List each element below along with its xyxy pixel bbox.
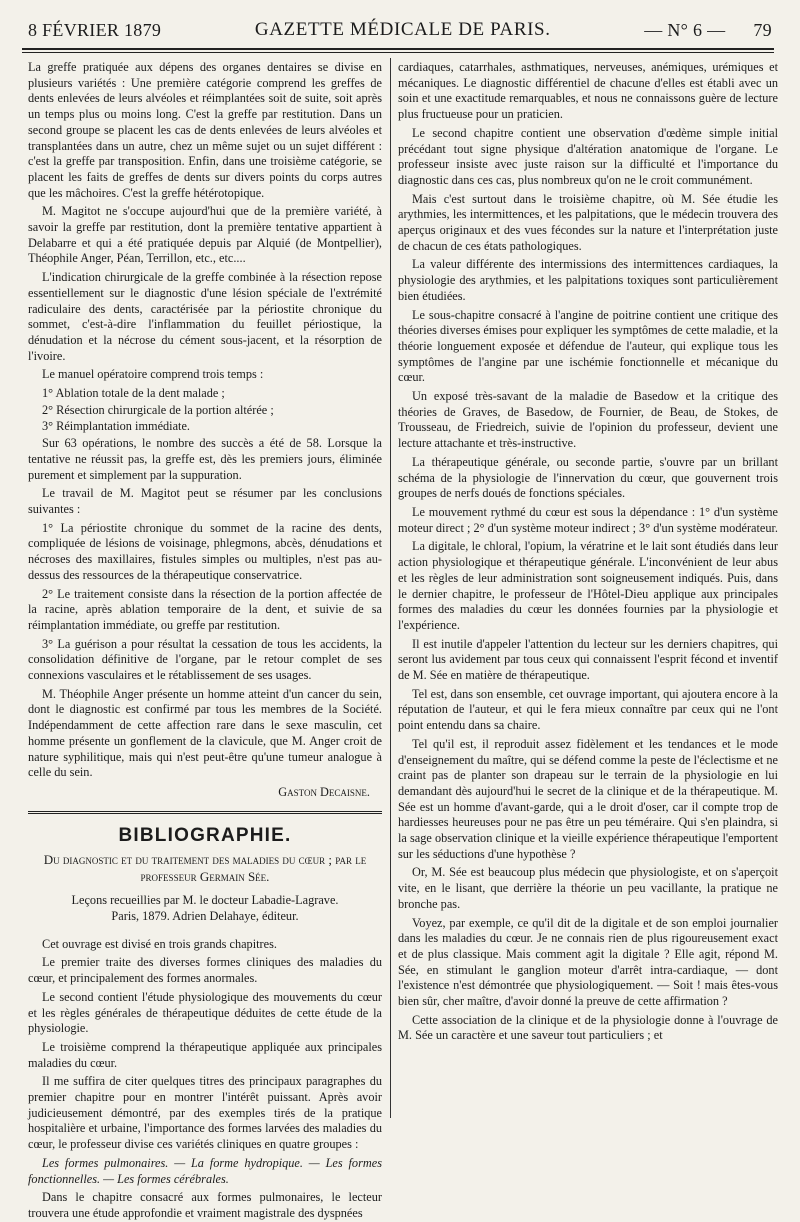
paragraph: Le sous-chapitre consacré à l'angine de poitrine contient une critique des théories diverses émises pour expliquer les symptômes de cette maladie, et la théorie longuement exposée et défendue de l'auteur, qui explique tous les symptômes de l'angine par une ischémie fonctionnelle et mécanique du cœur.: [398, 307, 778, 385]
paragraph: Dans le chapitre consacré aux formes pulmonaires, le lecteur trouvera une étude approfondie et vraiment magistrale des dyspnées: [28, 1190, 382, 1220]
book-editor: Leçons recueillies par M. le docteur Labadie-Lagrave.: [71, 893, 339, 908]
paragraph: Le troisième comprend la thérapeutique appliquée aux principales maladies du cœur.: [28, 1039, 382, 1070]
paragraph: L'indication chirurgicale de la greffe combinée à la résection repose essentiellement sur le diagnostic d'une lésion spéciale de l'extrémité radiculaire des dents, caractérisée par la périostite chronique du sommet, c'est-à-dire l'inflammation du feuillet périostique, la dénudation et la nécrose du cément sous-jacent, et la résorption de l'ivoire.: [28, 270, 382, 363]
paragraph: Il me suffira de citer quelques titres des principaux paragraphes du premier chapitre pour en montrer l'intérêt puissant. Après avoir judicieusement démontré, par des exemples tirés de la pratique hospitalière et urbaine, l'importance des formes larvées des maladies du cœur, le professeur divise ces variétés cliniques en quatre groupes :: [28, 1074, 382, 1152]
paragraph: La greffe pratiquée aux dépens des organes dentaires se divise en plusieurs variétés : Une première catégorie comprend les greffes de dents enlevées de leurs alvéoles et réimplantées soit de suite, soit après un temps plus ou moins long. C'est la greffe par restitution. Dans un second groupe se placent les cas de dents enlevées de leurs alvéoles et transplantées dans un autre, chez un même sujet ou un sujet différent : c'est la greffe par transposition. Enfin, dans une troisième catégorie, se placent les faits de greffes de dents sur divers points du corps autres que les mâchoires. C'est la greffe hétérotopique.: [28, 60, 382, 200]
paragraph: Cet ouvrage est divisé en trois grands chapitres.: [42, 936, 277, 951]
book-publisher: Paris, 1879. Adrien Delahaye, éditeur.: [111, 909, 299, 924]
header-rule: [22, 48, 774, 53]
paragraph: Le second contient l'étude physiologique des mouvements du cœur et les règles générales de thérapeutique déduites de cette étude de la physiologie.: [28, 989, 382, 1036]
conclusion-item: 2° Le traitement consiste dans la résection de la portion affectée de la racine, après ablation temporaire de la dent, et suivie de sa réimplantation immédiate, ou greffe par restitution.: [28, 586, 382, 632]
paragraph: Tel qu'il est, il reproduit assez fidèlement et les tendances et le mode d'enseignement du maître, qui se défend comme la peste de l'éclectisme et ne craint pas de planter son drapeau sur le terrain de la physiologie en lui demandant dès aujourd'hui le secret de la clinique et de la thérapeutique. M. Sée est un homme d'avant-garde, qui a le droit d'oser, car il compte trop de hardiesses heureuses pour ne pas être un peu téméraire. Qui s'en plaindra, si la sage observation clinique et la vieille expérience thérapeutique l'emportent sur les séductions d'une hypothèse ?: [398, 736, 778, 861]
conclusion-item: 1° La périostite chronique du sommet de la racine des dents, compliquée de lésions de voisinage, phlegmons, abcès, dénudations et nécroses des maxillaires, fistules simples ou multiples, n'est pas au-dessus des ressources de la thérapeutique conservatrice.: [28, 520, 382, 582]
book-title: Du diagnostic et du traitement des maladies du cœur ; par le professeur Germain Sée.: [43, 852, 367, 885]
journal-title: GAZETTE MÉDICALE DE PARIS.: [254, 19, 551, 40]
conclusion-item: 3° La guérison a pour résultat la cessation de tous les accidents, la consolidation définitive de l'organe, par le retour complet de ses connexions vasculaires et le rétablissement de ses usages.: [28, 636, 382, 683]
left-column: [28, 60, 382, 1220]
paragraph: La digitale, le chloral, l'opium, la vératrine et le lait sont étudiés dans leur action physiologique et thérapeutique générale. L'inconvénient de leur abus et les règles de leur administration sont soigneusement indiqués. Puis, dans le dernier chapitre, le professeur de l'Hôtel-Dieu applique aux principales formes des maladies du cœur les données fournies par la physiologie et l'expérience.: [398, 539, 778, 632]
paragraph: Il est inutile d'appeler l'attention du lecteur sur les derniers chapitres, qui seront lus avidement par tous ceux qui connaissent l'esprit fécond et inventif de M. Sée en matière de thérapeutique.: [398, 636, 778, 683]
paragraph: Le second chapitre contient une observation d'œdème simple initial précédant tout signe physique d'altération anatomique de l'organe. Le professeur insiste avec juste raison sur la difficulté et l'importance du diagnostic dans ces cas, plus nombreux qu'on ne le croit communément.: [398, 125, 778, 187]
paragraph: Or, M. Sée est beaucoup plus médecin que physiologiste, et on s'aperçoit vite, en le lisant, que derrière la théorie un peu vacillante, la pratique ne bronche pas.: [398, 865, 778, 911]
paragraph: Le mouvement rythmé du cœur est sous la dépendance : 1° d'un système moteur direct ; 2° d'un système moteur indirect ; 3° d'un système modérateur.: [398, 504, 779, 535]
paragraph: Cette association de la clinique et de la physiologie donne à l'ouvrage de M. Sée un caractère et une saveur tout particuliers ; et: [398, 1012, 778, 1043]
paragraph: Mais c'est surtout dans le troisième chapitre, où M. Sée étudie les arythmies, les intermittences, et les palpitations, que le médecin trouvera des aperçus originaux et des vues fécondes sur la nature et l'interprétation juste de chacun de ces états pathologiques.: [398, 191, 778, 253]
right-column: [398, 60, 778, 1120]
paragraph: Voyez, par exemple, ce qu'il dit de la digitale et de son emploi journalier dans les maladies du cœur. Je ne connais rien de plus rigoureusement exact et de plus classique. Mais comment agit la digitale ? Elle agit, répond M. Sée, en stimulant le ganglion moteur d'arrêt intra-cardiaque, — dont l'existence n'est démontrée que physiologiquement. — Soit ! mais êtes-vous bien sûr, cher maître, d'avoir donné la preuve de cette affirmation ?: [398, 915, 778, 1009]
column-divider: [390, 58, 391, 1118]
issue-date: 8 FÉVRIER 1879: [28, 19, 162, 40]
header-right: [644, 20, 772, 41]
section-heading: BIBLIOGRAPHIE.: [118, 824, 292, 846]
paragraph: cardiaques, catarrhales, asthmatiques, nerveuses, anémiques, urémiques et mécaniques. Le diagnostic différentiel de chacune d'elles est établi avec un soin et une exactitude remarquables, et nous ne connaissons guère de lecture plus fructueuse pour un praticien.: [398, 60, 778, 122]
paragraph: Sur 63 opérations, le nombre des succès a été de 58. Lorsque la tentative ne réussit pas, la greffe est, dès les premiers jours, éliminée purement et simplement par la suppuration.: [28, 436, 382, 482]
paragraph: La valeur différente des intermissions des intermittences cardiaques, la physiologie des arythmies, et les palpitations toxiques sont particulièrement bien étudiées.: [398, 257, 778, 303]
list-item: 1° Ablation totale de la dent malade ;: [42, 386, 225, 401]
list-item: 3° Réimplantation immédiate.: [42, 419, 191, 434]
paragraph: Les formes pulmonaires. — La forme hydropique. — Les formes fonctionnelles. — Les formes cérébrales.: [28, 1155, 382, 1186]
paragraph: Le premier traite des diverses formes cliniques des maladies du cœur, et principalement des formes anormales.: [28, 955, 382, 986]
paragraph: M. Théophile Anger présente un homme atteint d'un cancer du sein, dont le diagnostic est confirmé par tous les membres de la Société. Indépendamment de cette affection rare dans le sexe masculin, cet homme présente un gonflement de la clavicule, que M. Anger croit de nature syphilitique, mais qui n'est peut-être qu'une tumeur analogue à celle du sein.: [28, 686, 382, 780]
list-item: 2° Résection chirurgicale de la portion altérée ;: [42, 402, 274, 417]
paragraph: La thérapeutique générale, ou seconde partie, s'ouvre par un brillant schéma de la physiologie de l'innervation du cœur, que gouvernent trois groupes de nerfs doués de fonctions spéciales.: [398, 454, 778, 501]
paragraph: Tel est, dans son ensemble, cet ouvrage important, qui ajoutera encore à la réputation de l'auteur, et qui le fera mieux connaître par ceux qui ne l'ont point entendu dans sa chaire.: [398, 686, 778, 733]
issue-number: — N° 6 —: [644, 19, 726, 40]
section-separator: [28, 811, 382, 814]
paragraph: Un exposé très-savant de la maladie de Basedow et la critique des théories de Graves, de Basedow, de Fournier, de Beau, de Stokes, de Trousseau, de Friedreich, suivie de l'opinion du professeur, devient une lecture attachante et très-instructive.: [398, 389, 778, 451]
page-header: [28, 14, 772, 46]
paragraph: Le travail de M. Magitot peut se résumer par les conclusions suivantes :: [28, 486, 382, 516]
paragraph: Le manuel opératoire comprend trois temps :: [42, 367, 264, 382]
paragraph: M. Magitot ne s'occupe aujourd'hui que de la première variété, à savoir la greffe par restitution, dont la première tentative appartient à Delabarre et qui a été pratiquée depuis par Alquié (de Montpellier), Théophile Anger, Péan, Terrillon, etc., etc....: [28, 204, 382, 266]
page-number: 79: [753, 19, 772, 40]
book-subtitle: [28, 893, 382, 924]
signature: Gaston Decaisne.: [278, 784, 370, 799]
